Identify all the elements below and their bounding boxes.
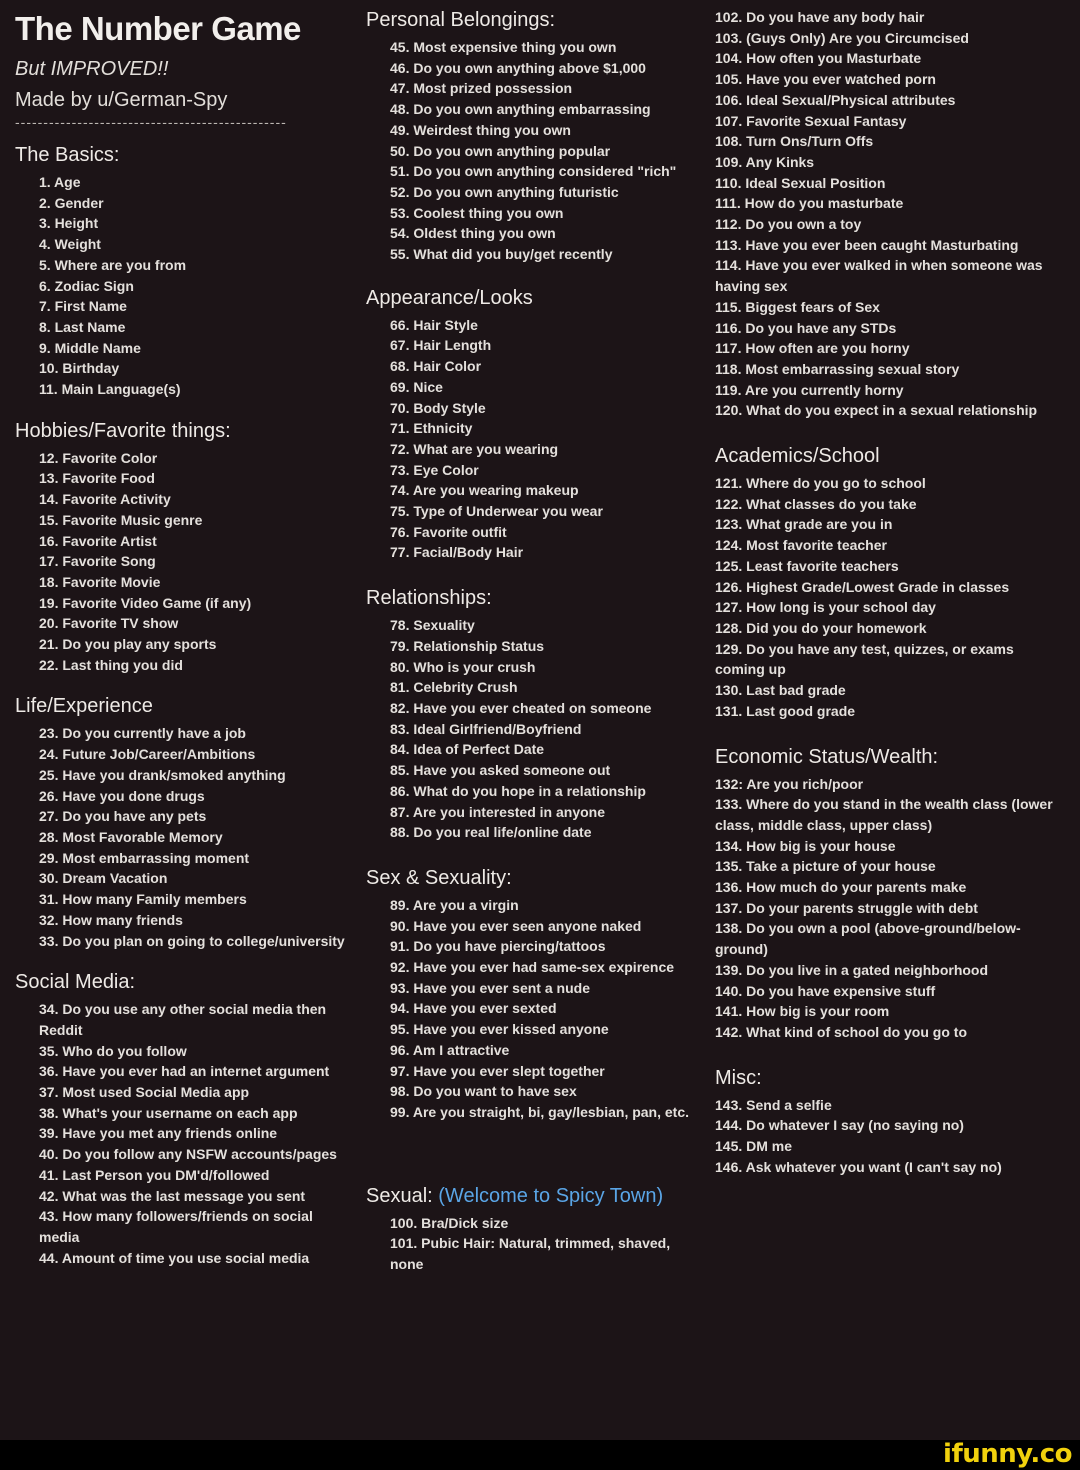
- question-item: 29. Most embarrassing moment: [39, 849, 250, 866]
- section-heading: [15, 142, 345, 168]
- question-item: 114. Have you ever walked in when someone was having sex: [715, 257, 1043, 295]
- question-item: 12. Favorite Color: [39, 449, 158, 466]
- section-heading: [715, 744, 1065, 770]
- section-heading: [715, 443, 1065, 469]
- question-item: 1. Age: [39, 174, 81, 190]
- section-heading-text: Personal Belongings:: [366, 9, 556, 31]
- question-item: 72. What are you wearing: [390, 440, 559, 457]
- question-item: 49. Weirdest thing you own: [390, 121, 571, 138]
- question-item: 135. Take a picture of your house: [715, 858, 936, 875]
- question-item: 14. Favorite Activity: [39, 491, 171, 508]
- question-item: 133. Where do you stand in the wealth class (lower class, middle class, upper class): [715, 796, 1053, 833]
- question-item: 11. Main Language(s): [39, 381, 181, 398]
- section-academics: [715, 443, 1065, 721]
- question-item: 54. Oldest thing you own: [390, 225, 556, 242]
- question-item: 74. Are you wearing makeup: [390, 482, 579, 499]
- question-item: 81. Celebrity Crush: [390, 679, 518, 696]
- question-item: 40. Do you follow any NSFW accounts/pages: [39, 1146, 337, 1163]
- question-item: 104. How often you Masturbate: [715, 50, 922, 67]
- question-item: 82. Have you ever cheated on someone: [390, 699, 652, 716]
- question-item: 122. What classes do you take: [715, 495, 917, 512]
- question-list: [366, 895, 696, 1123]
- question-item: 146. Ask whatever you want (I can't say no): [715, 1158, 1002, 1175]
- column-1-sections: [15, 142, 345, 1268]
- question-list: [366, 615, 696, 843]
- question-item: 55. What did you buy/get recently: [390, 246, 613, 263]
- question-item: 26. Have you done drugs: [39, 787, 205, 804]
- question-item: 86. What do you hope in a relationship: [390, 782, 646, 799]
- question-item: 140. Do you have expensive stuff: [715, 982, 936, 999]
- question-item: 105. Have you ever watched porn: [715, 71, 936, 88]
- question-item: 112. Do you own a toy: [715, 216, 862, 233]
- question-item: 71. Ethnicity: [390, 420, 473, 437]
- question-item: 100. Bra/Dick size: [390, 1214, 509, 1231]
- question-item: 123. What grade are you in: [715, 516, 893, 533]
- section-heading: [366, 865, 696, 891]
- section-heading-text: Sexual:: [366, 1184, 439, 1207]
- question-item: 98. Do you want to have sex: [390, 1083, 577, 1100]
- question-item: 90. Have you ever seen anyone naked: [390, 917, 642, 934]
- question-item: 24. Future Job/Career/Ambitions: [39, 746, 256, 763]
- column-3: [715, 0, 1065, 1177]
- question-item: 76. Favorite outfit: [390, 523, 507, 540]
- section-heading-accent: (Welcome to Spicy Town): [438, 1184, 664, 1207]
- question-item: 108. Turn Ons/Turn Offs: [715, 133, 874, 150]
- question-item: 102. Do you have any body hair: [715, 9, 925, 25]
- question-item: 18. Favorite Movie: [39, 573, 161, 590]
- question-item: 44. Amount of time you use social media: [39, 1249, 310, 1266]
- question-item: 143. Send a selfie: [715, 1096, 832, 1113]
- section-personal: [366, 7, 696, 265]
- question-item: 37. Most used Social Media app: [39, 1084, 250, 1101]
- question-item: 73. Eye Color: [390, 461, 479, 478]
- section-heading-text: Misc:: [715, 1066, 762, 1089]
- question-item: 142. What kind of school do you go to: [715, 1023, 967, 1040]
- question-item: 113. Have you ever been caught Masturbating: [715, 236, 1019, 253]
- section-heading-text: Social Media:: [15, 971, 136, 994]
- question-item: 84. Idea of Perfect Date: [390, 741, 545, 758]
- section-heading-text: Hobbies/Favorite things:: [15, 419, 231, 442]
- column-2: [366, 0, 696, 1275]
- question-item: 115. Biggest fears of Sex: [715, 298, 880, 315]
- section-heading: [15, 969, 345, 995]
- question-item: 10. Birthday: [39, 360, 120, 377]
- page-title: The Number Game: [15, 10, 301, 47]
- question-item: 134. How big is your house: [715, 837, 896, 854]
- question-list: [15, 448, 345, 676]
- question-item: 20. Favorite TV show: [39, 615, 179, 632]
- question-item: 41. Last Person you DM'd/followed: [39, 1166, 270, 1183]
- question-item: 22. Last thing you did: [39, 656, 183, 673]
- question-item: 45. Most expensive thing you own: [390, 39, 617, 55]
- question-item: 97. Have you ever slept together: [390, 1062, 605, 1079]
- question-item: 48. Do you own anything embarrassing: [390, 101, 651, 118]
- question-item: 21. Do you play any sports: [39, 636, 217, 653]
- question-item: 34. Do you use any other social media then Reddit: [39, 1001, 327, 1038]
- question-item: 94. Have you ever sexted: [390, 1000, 557, 1017]
- question-item: 53. Coolest thing you own: [390, 204, 564, 221]
- question-item: 111. How do you masturbate: [715, 195, 904, 212]
- question-item: 145. DM me: [715, 1138, 793, 1155]
- question-item: 3. Height: [39, 215, 99, 232]
- question-item: 32. How many friends: [39, 911, 183, 928]
- question-item: 101. Pubic Hair: Natural, trimmed, shaved, none: [390, 1235, 671, 1273]
- question-item: 144. Do whatever I say (no saying no): [715, 1117, 964, 1134]
- section-economic: [715, 744, 1065, 1043]
- question-item: 96. Am I attractive: [390, 1041, 510, 1058]
- question-item: 91. Do you have piercing/tattoos: [390, 938, 606, 955]
- section-misc: [715, 1065, 1065, 1178]
- question-item: 120. What do you expect in a sexual relationship: [715, 402, 1038, 419]
- question-item: 125. Least favorite teachers: [715, 557, 899, 574]
- question-item: 16. Favorite Artist: [39, 532, 157, 549]
- question-item: 137. Do your parents struggle with debt: [715, 899, 978, 916]
- section-hobbies: [15, 418, 345, 676]
- section-heading-text: The Basics:: [15, 144, 120, 166]
- question-item: 132: Are you rich/poor: [715, 775, 864, 792]
- section-first: [715, 7, 1065, 421]
- section-basics: [15, 142, 345, 400]
- section-heading: [715, 1065, 1065, 1091]
- author-credit: Made by u/German-Spy: [15, 89, 228, 111]
- column-1: [15, 0, 345, 1268]
- section-heading: [366, 1183, 696, 1209]
- question-item: 107. Favorite Sexual Fantasy: [715, 112, 907, 129]
- question-list: [366, 1213, 696, 1275]
- section-heading: [366, 7, 696, 33]
- section-heading: [366, 585, 696, 611]
- section-heading-text: Relationships:: [366, 587, 492, 610]
- question-item: 77. Facial/Body Hair: [390, 544, 524, 561]
- question-list: [15, 172, 345, 400]
- question-item: 70. Body Style: [390, 399, 486, 416]
- section-heading: [15, 693, 345, 719]
- question-item: 83. Ideal Girlfriend/Boyfriend: [390, 720, 582, 737]
- question-item: 75. Type of Underwear you wear: [390, 503, 603, 520]
- section-heading-text: Appearance/Looks: [366, 286, 533, 309]
- question-item: 27. Do you have any pets: [39, 808, 207, 825]
- question-item: 52. Do you own anything futuristic: [390, 183, 619, 200]
- question-item: 121. Where do you go to school: [715, 475, 926, 492]
- section-heading-text: Economic Status/Wealth:: [715, 745, 939, 768]
- question-item: 88. Do you real life/online date: [390, 824, 592, 841]
- question-item: 66. Hair Style: [390, 316, 478, 333]
- question-item: 39. Have you met any friends online: [39, 1125, 278, 1142]
- question-item: 139. Do you live in a gated neighborhood: [715, 961, 989, 978]
- question-item: 99. Are you straight, bi, gay/lesbian, pan, etc.: [390, 1103, 690, 1120]
- question-item: 106. Ideal Sexual/Physical attributes: [715, 91, 956, 108]
- section-heading-text: Life/Experience: [15, 695, 153, 718]
- section-social: [15, 969, 345, 1268]
- question-item: 6. Zodiac Sign: [39, 277, 134, 294]
- question-item: 23. Do you currently have a job: [39, 725, 246, 742]
- question-item: 141. How big is your room: [715, 1003, 890, 1020]
- question-item: 103. (Guys Only) Are you Circumcised: [715, 29, 969, 46]
- question-item: 117. How often are you horny: [715, 340, 910, 357]
- question-item: 67. Hair Length: [390, 337, 492, 354]
- section-sexual: [366, 1183, 696, 1275]
- ifunny-watermark: ifunny.co: [943, 1439, 1072, 1469]
- section-heading-text: Academics/School: [715, 445, 880, 468]
- question-item: 69. Nice: [390, 378, 443, 395]
- question-item: 30. Dream Vacation: [39, 870, 168, 887]
- section-life: [15, 693, 345, 951]
- question-item: 130. Last bad grade: [715, 682, 846, 699]
- question-item: 17. Favorite Song: [39, 553, 156, 570]
- question-item: 126. Highest Grade/Lowest Grade in classes: [715, 578, 1010, 595]
- section-relationships: [366, 585, 696, 843]
- question-item: 7. First Name: [39, 298, 127, 315]
- question-item: 13. Favorite Food: [39, 470, 155, 487]
- question-item: 138. Do you own a pool (above-ground/below-ground): [715, 920, 1021, 958]
- question-item: 131. Last good grade: [715, 702, 856, 719]
- question-item: 119. Are you currently horny: [715, 381, 904, 398]
- section-sex: [366, 865, 696, 1123]
- question-list: [366, 315, 696, 563]
- question-item: 68. Hair Color: [390, 358, 482, 375]
- question-item: 51. Do you own anything considered "rich": [390, 163, 677, 180]
- question-list: [715, 774, 1065, 1043]
- question-item: 5. Where are you from: [39, 256, 187, 273]
- question-item: 2. Gender: [39, 194, 104, 211]
- question-list: [15, 723, 345, 951]
- question-item: 8. Last Name: [39, 318, 126, 335]
- question-item: 36. Have you ever had an internet argument: [39, 1063, 330, 1080]
- question-item: 129. Do you have any test, quizzes, or exams coming up: [715, 640, 1014, 678]
- question-item: 109. Any Kinks: [715, 153, 815, 170]
- question-item: 33. Do you plan on going to college/university: [39, 932, 345, 949]
- question-item: 128. Did you do your homework: [715, 619, 927, 636]
- section-heading: [366, 285, 696, 311]
- question-item: 124. Most favorite teacher: [715, 537, 887, 554]
- subtitle: [15, 58, 345, 81]
- question-item: 110. Ideal Sexual Position: [715, 174, 886, 191]
- question-list: [715, 473, 1065, 721]
- column-2-sections: [366, 7, 696, 1275]
- question-item: 4. Weight: [39, 236, 101, 253]
- question-item: 136. How much do your parents make: [715, 879, 967, 896]
- question-item: 38. What's your username on each app: [39, 1104, 298, 1121]
- question-item: 95. Have you ever kissed anyone: [390, 1021, 609, 1038]
- question-item: 25. Have you drank/smoked anything: [39, 766, 286, 783]
- question-item: 89. Are you a virgin: [390, 896, 519, 913]
- question-item: 116. Do you have any STDs: [715, 319, 897, 336]
- question-item: 85. Have you asked someone out: [390, 762, 611, 779]
- question-item: 43. How many followers/friends on social media: [39, 1208, 313, 1245]
- question-list: [366, 37, 696, 265]
- question-item: 42. What was the last message you sent: [39, 1187, 306, 1204]
- question-item: 118. Most embarrassing sexual story: [715, 360, 960, 377]
- subtitle-text: But IMPROVED!!: [15, 58, 169, 80]
- section-heading: [15, 418, 345, 444]
- question-item: 78. Sexuality: [390, 617, 475, 634]
- section-appearance: [366, 285, 696, 563]
- question-list: [715, 7, 1065, 421]
- section-heading-text: Sex & Sexuality:: [366, 866, 512, 889]
- question-item: 92. Have you ever had same-sex expirence: [390, 959, 675, 976]
- question-item: 19. Favorite Video Game (if any): [39, 594, 252, 611]
- question-item: 47. Most prized possession: [390, 80, 573, 97]
- question-list: [715, 1095, 1065, 1178]
- question-item: 80. Who is your crush: [390, 658, 536, 675]
- question-item: 50. Do you own anything popular: [390, 142, 611, 159]
- question-item: 93. Have you ever sent a nude: [390, 979, 590, 996]
- question-item: 79. Relationship Status: [390, 637, 545, 654]
- divider: ------------------------------------------------: [15, 114, 287, 130]
- column-3-sections: [715, 7, 1065, 1177]
- question-item: 46. Do you own anything above $1,000: [390, 59, 646, 76]
- question-item: 31. How many Family members: [39, 891, 247, 908]
- footer-bar: [0, 1440, 1080, 1470]
- question-item: 15. Favorite Music genre: [39, 511, 203, 528]
- question-item: 28. Most Favorable Memory: [39, 828, 223, 845]
- question-item: 87. Are you interested in anyone: [390, 803, 605, 820]
- question-item: 9. Middle Name: [39, 339, 141, 356]
- question-item: 127. How long is your school day: [715, 599, 936, 616]
- question-item: 35. Who do you follow: [39, 1042, 187, 1059]
- question-list: [15, 999, 345, 1268]
